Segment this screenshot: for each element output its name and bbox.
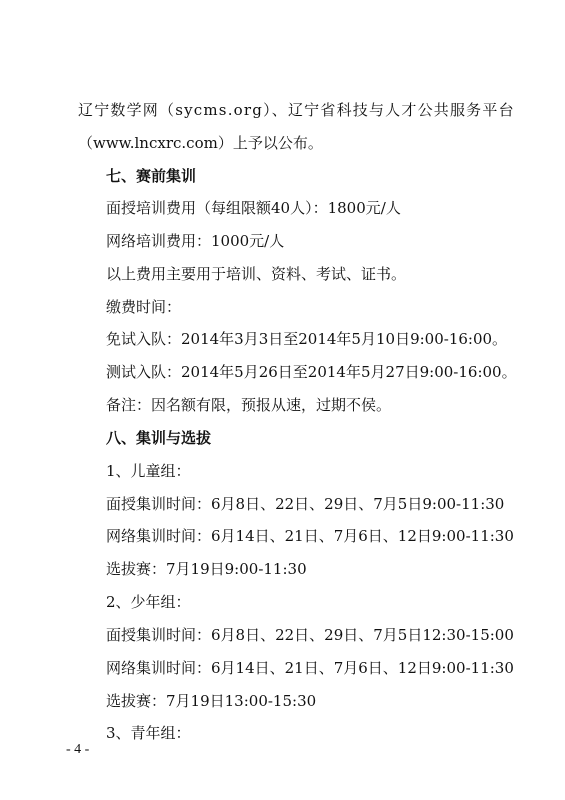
children-group-item: 网络集训时间：6月14日、21日、7月6日、12日9:00-11:30 xyxy=(106,527,514,545)
youth-group-label: 3、青年组： xyxy=(106,724,191,742)
section-7-item: 测试入队：2014年5月26日至2014年5月27日9:00-16:00。 xyxy=(106,363,517,381)
section-8-heading: 八、集训与选拔 xyxy=(106,429,212,447)
section-7-item: 面授培训费用（每组限额40人）：1800元/人 xyxy=(106,199,401,217)
section-7-item: 备注：因名额有限，预报从速，过期不侯。 xyxy=(106,396,392,414)
section-7-heading: 七、赛前集训 xyxy=(106,167,197,185)
juniors-group-item: 面授集训时间：6月8日、22日、29日、7月5日12:30-15:00 xyxy=(106,626,514,644)
children-group-item: 选拔赛：7月19日9:00-11:30 xyxy=(106,560,307,578)
children-group-item: 面授集训时间：6月8日、22日、29日、7月5日9:00-11:30 xyxy=(106,495,505,513)
section-7-item: 缴费时间： xyxy=(106,298,182,316)
juniors-group-label: 2、少年组： xyxy=(106,593,191,611)
section-7-item: 网络培训费用：1000元/人 xyxy=(106,232,285,250)
section-7-item: 免试入队：2014年3月3日至2014年5月10日9:00-16:00。 xyxy=(106,330,508,348)
page-number: - 4 - xyxy=(66,742,90,757)
children-group-label: 1、儿童组： xyxy=(106,462,191,480)
section-7-item: 以上费用主要用于培训、资料、考试、证书。 xyxy=(106,265,407,283)
juniors-group-item: 选拔赛：7月19日13:00-15:30 xyxy=(106,692,317,710)
intro-line-1: 辽宁数学网（sycms.org）、辽宁省科技与人才公共服务平台 xyxy=(78,101,515,119)
juniors-group-item: 网络集训时间：6月14日、21日、7月6日、12日9:00-11:30 xyxy=(106,659,514,677)
intro-line-2: （www.lncxrc.com）上予以公布。 xyxy=(78,134,323,152)
